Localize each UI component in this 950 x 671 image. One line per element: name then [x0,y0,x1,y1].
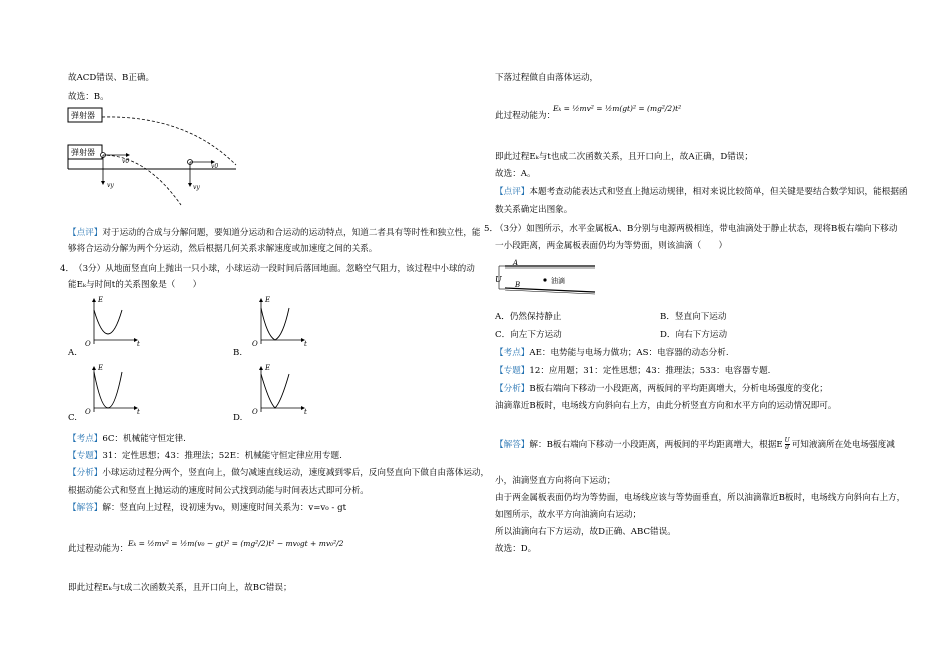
q5-option-b[interactable]: B．竖直向下运动 [660,312,727,322]
q5-option-a[interactable]: A．仍然保持静止 [495,312,562,322]
q5-answer: 故选：D。 [495,544,537,554]
svg-text:E: E [98,296,104,304]
right-line-1: 下落过程做自由落体运动， [495,73,599,83]
solution-line-3: 即此过程Eₖ与t成二次函数关系，且开口向上，故BC错误； [68,583,292,593]
formula-ek-down: Eₖ = ½mv² = ½m(gt)² = (mg²/2)t² [553,104,682,113]
comment-line-2: 够将合运动分解为两个分运动，然后根据几何关系求解速度或加速度之间的关系。 [68,244,378,254]
answer-line: 故选：B。 [68,92,109,102]
text-line: 故ACD错误、B正确。 [68,73,155,83]
option-b-label[interactable]: B. [233,348,243,358]
vy-label-2: vy [193,184,200,191]
plate-a-label: A [513,259,519,267]
svg-text:t: t [304,340,307,348]
right-comment-2: 数关系确定出图象。 [495,205,573,215]
graph-option-a[interactable] [84,296,144,346]
analysis-line-1: 【分析】小球运动过程分两个，竖直向上，做匀减速直线运动，速度减到零后，反向竖直向下做自由落体运动， [68,468,490,478]
trajectory-bottom [102,155,181,205]
question-5-line-2: 一小段距离，两金属板表面仍均为等势面，则该油滴（ ） [495,241,728,251]
comment-line-1: 【点评】对于运动的合成与分解问题，要知道分运动和合运动的运动特点，知道二者具有等时性和独立性，能 [68,228,481,238]
svg-text:t: t [137,340,140,348]
q5-solution-2: 小，油滴竖直方向将向下运动； [495,476,616,486]
launcher-label-top: 弹射器 [71,111,95,120]
plate-b-label: B [515,281,521,289]
oil-drop-dot [543,278,546,281]
question-4-line-2: 能Eₖ与时间t的关系图象是（ ） [68,280,202,290]
projectile-figure [66,105,266,205]
formula-ek-up: Eₖ = ½mv² = ½m(v₀ − gt)² = (mg²/2)t² − mv₀gt + mv₀²/2 [128,539,344,548]
vy-label: vy [107,182,114,189]
graph-option-c[interactable] [84,364,144,414]
oil-drop-label: 油滴 [551,277,565,285]
q5-solution-4: 如图所示，故水平方向油滴向右运动； [495,510,642,520]
svg-text:O: O [252,408,258,416]
fraction-u-over-d: $\frac{U}{d}$ [784,437,790,451]
q5-solution-1: 【解答】解：B板右端向下移动一小段距离，两板间的平均距离增大，根据E $\frac{U}{d}$ 可知液滴所在处电场强度减 [495,437,895,451]
q5-keypoint: 【考点】AE：电势能与电场力做功；AS：电容器的动态分析. [495,348,729,358]
solution-line-1: 【解答】解：竖直向上过程，设初速为v₀，则速度时间关系为：v=v₀ - gt [68,503,347,513]
svg-text:E: E [265,296,271,304]
v0-label: v0 [122,158,130,165]
v0-label-2: v0 [211,163,219,170]
svg-text:t: t [304,408,307,416]
question-5-number: 5． [484,224,499,234]
question-5-line-1: （3分）如图所示，水平金属板A、B分别与电源两极相连，带电油滴处于静止状态，现将B板右端向下移动 [495,224,898,234]
capacitor-figure [495,258,605,298]
solution-line-2: 此过程动能为： [68,544,129,554]
keypoint-line: 【考点】6C：机械能守恒定律. [68,434,186,444]
analysis-line-2: 根据动能公式和竖直上抛运动的速度时间公式找到动能与时间表达式即可分析。 [68,486,369,496]
option-a-label[interactable]: A. [68,348,77,358]
option-d-label[interactable]: D. [233,413,243,423]
topic-line: 【专题】31：定性思想；43：推理法；52E：机械能守恒定律应用专题. [68,451,342,461]
question-4-number: 4． [60,264,75,274]
question-4-line-1: （3分）从地面竖直向上抛出一只小球，小球运动一段时间后落回地面。忽略空气阻力，该过程中小球的动 [74,264,475,274]
q5-analysis-1: 【分析】B板右端向下移动一小段距离，两板间的平均距离增大，分析电场强度的变化； [495,384,828,394]
right-line-3: 即此过程Eₖ与t也成二次函数关系，且开口向上，故A正确，D错误； [495,152,753,162]
right-comment-1: 【点评】本题考查动能表达式和竖直上抛运动规律，相对来说比较简单，但关键是要结合数学知识，能根据函 [495,187,908,197]
launcher-label-bottom: 弹射器 [71,148,95,157]
q5-solution-5: 所以油滴向右下方运动，故D正确、ABC错误。 [495,527,676,537]
svg-text:E: E [98,364,104,372]
graph-option-d[interactable] [251,364,311,414]
q5-solution-3: 由于两金属板表面仍均为等势面，电场线应该与等势面垂直，所以油滴靠近B板时，电场线方向斜向右上方， [495,493,906,503]
q5-analysis-2: 油滴靠近B板时，电场线方向斜向右上方，由此分析竖直方向和水平方向的运动情况即可。 [495,401,837,411]
option-c-label[interactable]: C. [68,413,78,423]
q5-option-d[interactable]: D．向右下方运动 [660,330,728,340]
svg-text:O: O [85,408,91,416]
right-answer: 故选：A。 [495,169,536,179]
q5-topic: 【专题】12：应用题；31：定性思想；43：推理法；533：电容器专题. [495,366,771,376]
right-line-2: 此过程动能为： [495,111,556,121]
comment-tag: 【点评】 [68,228,103,238]
svg-text:O: O [85,340,91,348]
svg-text:E: E [265,364,271,372]
svg-text:t: t [137,408,140,416]
svg-text:O: O [252,340,258,348]
graph-option-b[interactable] [251,296,311,346]
q5-option-c[interactable]: C．向左下方运动 [495,330,562,340]
voltage-label: U [495,275,502,284]
